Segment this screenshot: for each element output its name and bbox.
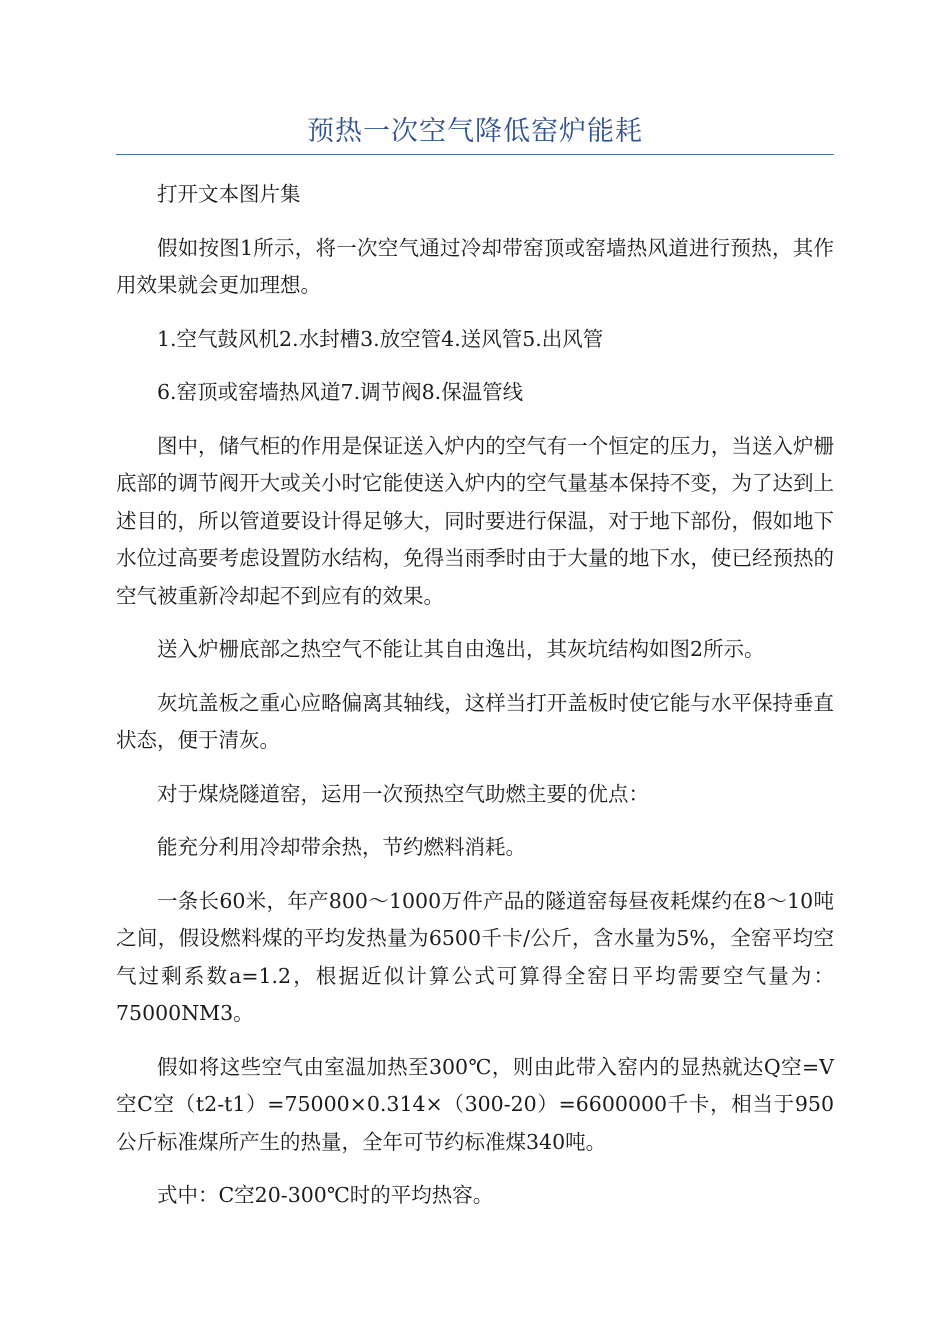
- paragraph-heat-calc: 假如将这些空气由室温加热至300℃，则由此带入窑内的显热就达Q空=V空C空（t2-t1）=75000×0.314×（300-20）=6600000千卡，相当于950公斤标准煤所产生的热量，全年可节约标准煤340吨。: [116, 1054, 834, 1154]
- paragraph-cover-plate: 灰坑盖板之重心应略偏离其轴线，这样当打开盖板时使它能与水平保持垂直状态，便于清灰。: [116, 690, 834, 752]
- paragraph-legend-1: 1.空气鼓风机2.水封槽3.放空管4.送风管5.出风管: [157, 326, 604, 351]
- title-underline: [116, 154, 834, 155]
- paragraph-intro: 假如按图1所示，将一次空气通过冷却带窑顶或窑墙热风道进行预热，其作用效果就会更加理想。: [116, 235, 834, 297]
- paragraph-open-gallery: 打开文本图片集: [157, 182, 301, 206]
- document-body: [116, 176, 834, 1231]
- paragraph-ash-pit: 送入炉栅底部之热空气不能让其自由逸出，其灰坑结构如图2所示。: [157, 637, 765, 661]
- paragraph-waste-heat: 能充分利用冷却带余热，节约燃料消耗。: [157, 835, 526, 859]
- paragraph-legend-2: 6.窑顶或窑墙热风道7.调节阀8.保温管线: [157, 380, 524, 404]
- paragraph-formula-note: 式中：C空20-300℃时的平均热容。: [157, 1183, 494, 1207]
- paragraph-gas-holder: 图中，储气柜的作用是保证送入炉内的空气有一个恒定的压力，当送入炉栅底部的调节阀开大或关小时它能使送入炉内的空气量基本保持不变，为了达到上述目的，所以管道要设计得足够大，同时要进行保温，对于地下部份，假如地下水位过高要考虑设置防水结构，免得当雨季时由于大量的地下水，使已经预热的空气被重新冷却起不到应有的效果。: [116, 433, 834, 608]
- paragraph-advantages: 对于煤烧隧道窑，运用一次预热空气助燃主要的优点：: [157, 781, 649, 806]
- paragraph-kiln-calc: 一条长60米，年产800～1000万件产品的隧道窑每昼夜耗煤约在8～10吨之间，假设燃料煤的平均发热量为6500千卡/公斤，含水量为5%，全窑平均空气过剩系数a=1.2，根据近似计算公式可算得全窑日平均需要空气量为：75000NM3。: [116, 888, 834, 1025]
- document-title: 预热一次空气降低窑炉能耗: [307, 116, 643, 147]
